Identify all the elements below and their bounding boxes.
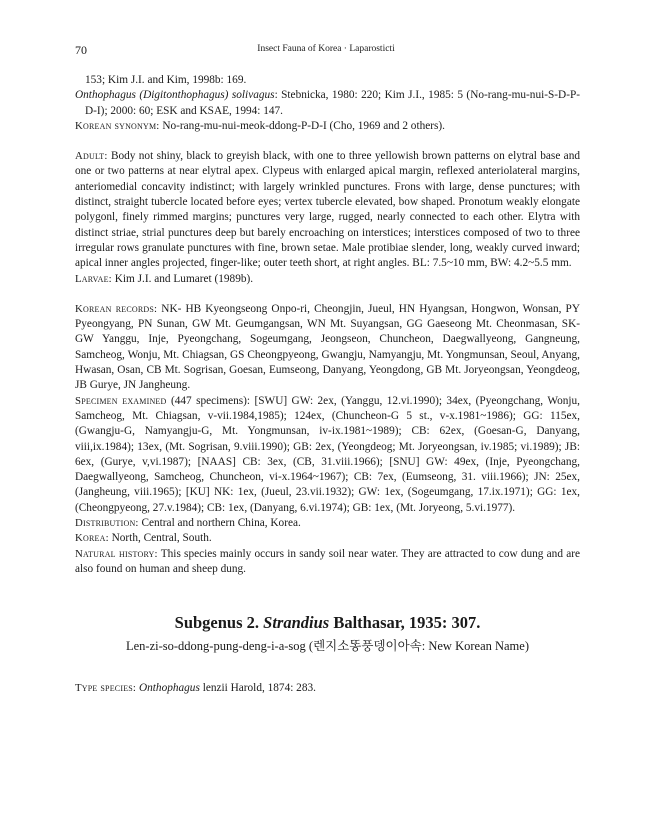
natural-history-label: Natural history:: [75, 547, 158, 560]
korean-records-label: Korean records:: [75, 302, 158, 315]
korea-label: Korea:: [75, 532, 109, 545]
genus-name: Onthophagus: [75, 89, 136, 102]
subgenus-korean-name: Len-zi-so-ddong-pung-deng-i-a-sog (렌지소똥풍뎅이아속: New Korean Name): [125, 639, 529, 654]
korea-entry: [75, 531, 580, 546]
korean-records-text: NK- HB Kyeongseong Onpo-ri, Cheongjin, Jueul, HN Hyangsan, Hongwon, Wonsan, PY Pyeongyang, PN Sunan, GW Mt. Geumgangsan, WN Mt. Suyangsan, GG Gaeseong Mt. Cheonmasan, SK- GW Yanggu, Inje, Pyeongchang, Sogeumgang, Jeongseon, Chuncheon, Daegwallyeong, Gangneung, Samcheog, Wonju, Mt. Chiagsan, GS Cheongpyeong, Gwangju, Namyangju, Mt. Yongmunsan, Seoul, Anyang, Hwasan, Osan, CB Mt. Sogrisan, Goesan, Eumseong, Danyang, Yeongdong, GB Mt. Joryeongsan, Yeongdeog, JB Gurye, JN Jangheung.: [75, 302, 580, 392]
page-body: [75, 73, 580, 697]
page-header: [75, 43, 577, 59]
natural-history-text: This species mainly occurs in sandy soil near water. They are attracted to cow dung and are also found on human and sheep dung.: [75, 547, 580, 575]
subgenus-title: [75, 613, 580, 633]
adult-label: Adult:: [75, 150, 108, 163]
type-species-genus: Onthophagus: [138, 682, 200, 695]
subgenus-number: Subgenus 2.: [174, 613, 260, 633]
distribution-label: Distribution:: [75, 517, 139, 530]
specimen-text: (447 specimens): [SWU] GW: 2ex, (Yanggu, 12.vi.1990); 34ex, (Pyeongchang, Wonju, Samcheog, Mt. Chiagsan, v-vii.1984,1985); 124ex, (Chuncheon-G 5 st., v-x.1981~1986); GG: 115ex, (Gwangju-G, Namyangju-G, Mt. Yongmunsan, iv-ix.1981~1989); CB: 62ex, (Goesan-G, Danyang, viii,ix.1984); 13ex, (Mt. Sogrisan, 9.viii.1990); GB: 2ex, (Yeongdeog; Mt. Joryeongsan, iv.1985; vi.1989); JB: 6ex, (Gurye, v,vi.1987); [NAAS] CB: 3ex, (CB, 31.viii.1966); [SNU] GW: 49ex, (Inje, Pyeongchang, Daegwallyeong, Samcheog, Chuncheon, vi-x.1964~1967); CB: 7ex, (Eumseong, 31. viii.1966); JN: 25ex, (Jangheung, viii.1965); [KU] NK: 1ex, (Jueul, 23.vii.1932); GW: 1ex, (Sogeumgang, 17.ix.1971); GG: 1ex, (Cheongpyeong, 27.v.1984); CB: 1ex, (Danyang, 6.vi.1974); GB: 1ex, (Mt. Joryeong, 5.vi.1977).: [75, 394, 581, 514]
larvae-label: Larvae:: [75, 272, 112, 285]
korean-synonym-label: Korean synonym:: [75, 119, 160, 132]
specimen-examined: [75, 394, 580, 516]
korean-records: [75, 302, 580, 394]
korea-text: North, Central, South.: [111, 532, 212, 545]
subgenus-heading: [75, 613, 580, 655]
subgenus-name: Strandius: [263, 613, 330, 633]
running-title: Insect Fauna of Korea · Laparosticti: [257, 44, 395, 54]
synonym-citation: : Stebnicka, 1980: 220; Kim J.I., 1985: 5 (No-rang-mu-nui-S-D-P-D-I); 2000: 60; ESK and KSAE, 1994: 147.: [85, 89, 580, 117]
type-species-text: lenzii Harold, 1874: 283.: [202, 682, 316, 695]
natural-history-entry: [75, 547, 580, 578]
type-species-label: Type species:: [75, 682, 137, 695]
subgenus-author: Balthasar, 1935: 307.: [333, 613, 481, 633]
distribution-entry: [75, 516, 580, 531]
specimen-label: Specimen examined: [75, 394, 167, 407]
adult-description: [75, 149, 580, 271]
reference-text: 153; Kim J.I. and Kim, 1998b: 169.: [85, 74, 247, 86]
reference-line: [75, 73, 580, 88]
page-number: 70: [75, 43, 87, 57]
distribution-text: Central and northern China, Korea.: [141, 517, 301, 530]
korean-synonym: [75, 119, 580, 134]
larvae-entry: [75, 272, 580, 287]
type-species-entry: [75, 681, 580, 696]
species-name: (Digitonthophagus) solivagus: [139, 89, 275, 102]
adult-text: Body not shiny, black to greyish black, with one to three yellowish brown patterns on elytral base and one or two patterns at near elytral apex. Clypeus with enlarged apical margin, reflexed anteriolateral margins, anteriomedial concavity indistinct; with largely wrinkled punctures. Frons with large, dense punctures; with distinct, straight tubercle located before eyes; vertex tubercle elevated, bow shaped. Pronotum weakly elongate polygonl, finely rimmed margins; punctures very large, rugged, nearly connected to each other. Elytra with distinct striae, strial punctures deep but barely encroaching on interstices; interstices composed of two to three irregular rows granulate punctures with fine, brown setae. Male protibiae slender, long, weakly curved inward; apical inner angles projected, finger-like; outer teeth short, at right angles. BL: 7.5~10 mm, BW: 4.2~5.5 mm.: [75, 150, 580, 270]
larvae-text: Kim J.I. and Lumaret (1989b).: [114, 272, 254, 285]
synonym-entry: [75, 88, 580, 119]
korean-synonym-text: No-rang-mu-nui-meok-ddong-P-D-I (Cho, 1969 and 2 others).: [162, 119, 446, 132]
